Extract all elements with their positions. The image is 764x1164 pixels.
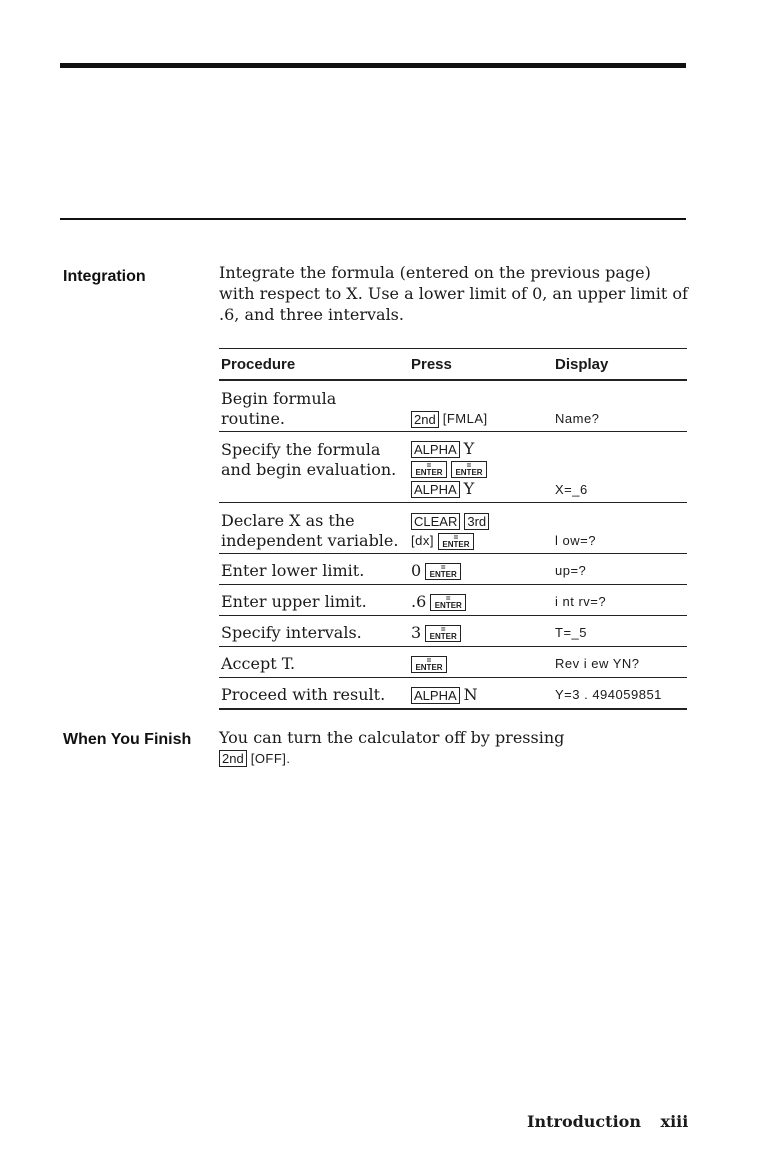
header-press: Press xyxy=(411,356,452,373)
intro-line: with respect to X. Use a lower limit of 0, an upper limit of xyxy=(219,284,688,303)
procedure-text: Specify the formula xyxy=(221,440,381,459)
press-cell xyxy=(411,561,461,581)
display-cell: i nt rv=? xyxy=(555,594,607,609)
intro-paragraph xyxy=(219,262,689,325)
fmla-key: [FMLA] xyxy=(442,411,488,426)
2nd-key: 2nd xyxy=(411,411,439,428)
digit-char: 0 xyxy=(411,561,422,580)
procedure-cell xyxy=(221,654,295,674)
enter-key: = ENTER xyxy=(411,656,447,673)
y-char: Y xyxy=(463,479,475,498)
table-row xyxy=(219,503,687,554)
procedure-text: Accept T. xyxy=(221,654,296,673)
press-cell xyxy=(411,654,447,674)
table-row xyxy=(219,381,687,432)
finish-line: You can turn the calculator off by pressing xyxy=(219,728,565,747)
header-procedure: Procedure xyxy=(221,356,296,373)
display-cell: X=_6 xyxy=(555,482,588,497)
display-cell: T=_5 xyxy=(555,625,587,640)
off-key: [OFF]. xyxy=(250,751,291,766)
table-row xyxy=(219,432,687,503)
press-cell xyxy=(411,623,461,643)
procedure-text: Enter lower limit. xyxy=(221,561,365,580)
digit-char: 3 xyxy=(411,623,422,642)
procedure-text: Proceed with result. xyxy=(221,685,386,704)
top-rule xyxy=(60,63,686,68)
enter-key: = ENTER xyxy=(451,461,487,478)
procedure-cell xyxy=(221,685,385,705)
procedure-text: Specify intervals. xyxy=(221,623,362,642)
enter-key: = ENTER xyxy=(411,461,447,478)
table-row xyxy=(219,585,687,616)
alpha-key: ALPHA xyxy=(411,687,460,704)
y-char: Y xyxy=(463,439,475,458)
alpha-key: ALPHA xyxy=(411,441,460,458)
intro-line: Integrate the formula (entered on the previous page) xyxy=(219,263,651,282)
procedure-cell xyxy=(221,592,367,612)
dx-key: [dx] xyxy=(411,533,434,548)
procedure-text: Declare X as the xyxy=(221,511,355,530)
page-number: xiii xyxy=(660,1112,689,1131)
procedure-cell xyxy=(221,440,396,480)
display-cell: Rev i ew YN? xyxy=(555,656,640,671)
press-cell xyxy=(411,685,478,705)
press-cell xyxy=(411,511,489,551)
finish-heading: When You Finish xyxy=(63,731,192,748)
display-cell: l ow=? xyxy=(555,533,596,548)
press-cell xyxy=(411,592,466,612)
section-rule xyxy=(60,218,686,220)
3rd-key: 3rd xyxy=(464,513,489,530)
header-display: Display xyxy=(555,356,609,373)
display-cell: Name? xyxy=(555,411,600,426)
table-header xyxy=(219,348,687,381)
intro-line: .6, and three intervals. xyxy=(219,305,404,324)
procedure-text: Begin formula xyxy=(221,389,337,408)
procedure-text: and begin evaluation. xyxy=(221,460,397,479)
procedure-cell xyxy=(221,623,362,643)
2nd-key: 2nd xyxy=(219,750,247,767)
n-char: N xyxy=(463,685,478,704)
digit-char: .6 xyxy=(411,592,427,611)
procedure-text: routine. xyxy=(221,409,285,428)
press-cell xyxy=(411,439,487,499)
finish-paragraph xyxy=(219,727,564,769)
procedure-table xyxy=(219,348,687,710)
alpha-key: ALPHA xyxy=(411,481,460,498)
procedure-cell xyxy=(221,511,398,551)
clear-key: CLEAR xyxy=(411,513,460,530)
footer-section: Introduction xyxy=(527,1112,641,1131)
table-row xyxy=(219,647,687,678)
enter-key: = ENTER xyxy=(425,625,461,642)
table-row xyxy=(219,678,687,710)
enter-key: = ENTER xyxy=(425,563,461,580)
display-cell: Y=3 . 494059851 xyxy=(555,687,662,702)
display-cell: up=? xyxy=(555,563,587,578)
procedure-cell xyxy=(221,561,364,581)
procedure-text: Enter upper limit. xyxy=(221,592,367,611)
enter-key: = ENTER xyxy=(430,594,466,611)
enter-key: = ENTER xyxy=(438,533,474,550)
section-heading: Integration xyxy=(63,268,146,285)
table-row xyxy=(219,554,687,585)
press-cell xyxy=(411,409,488,429)
table-row xyxy=(219,616,687,647)
page-footer xyxy=(527,1112,688,1131)
procedure-cell xyxy=(221,389,336,429)
procedure-text: independent variable. xyxy=(221,531,399,550)
